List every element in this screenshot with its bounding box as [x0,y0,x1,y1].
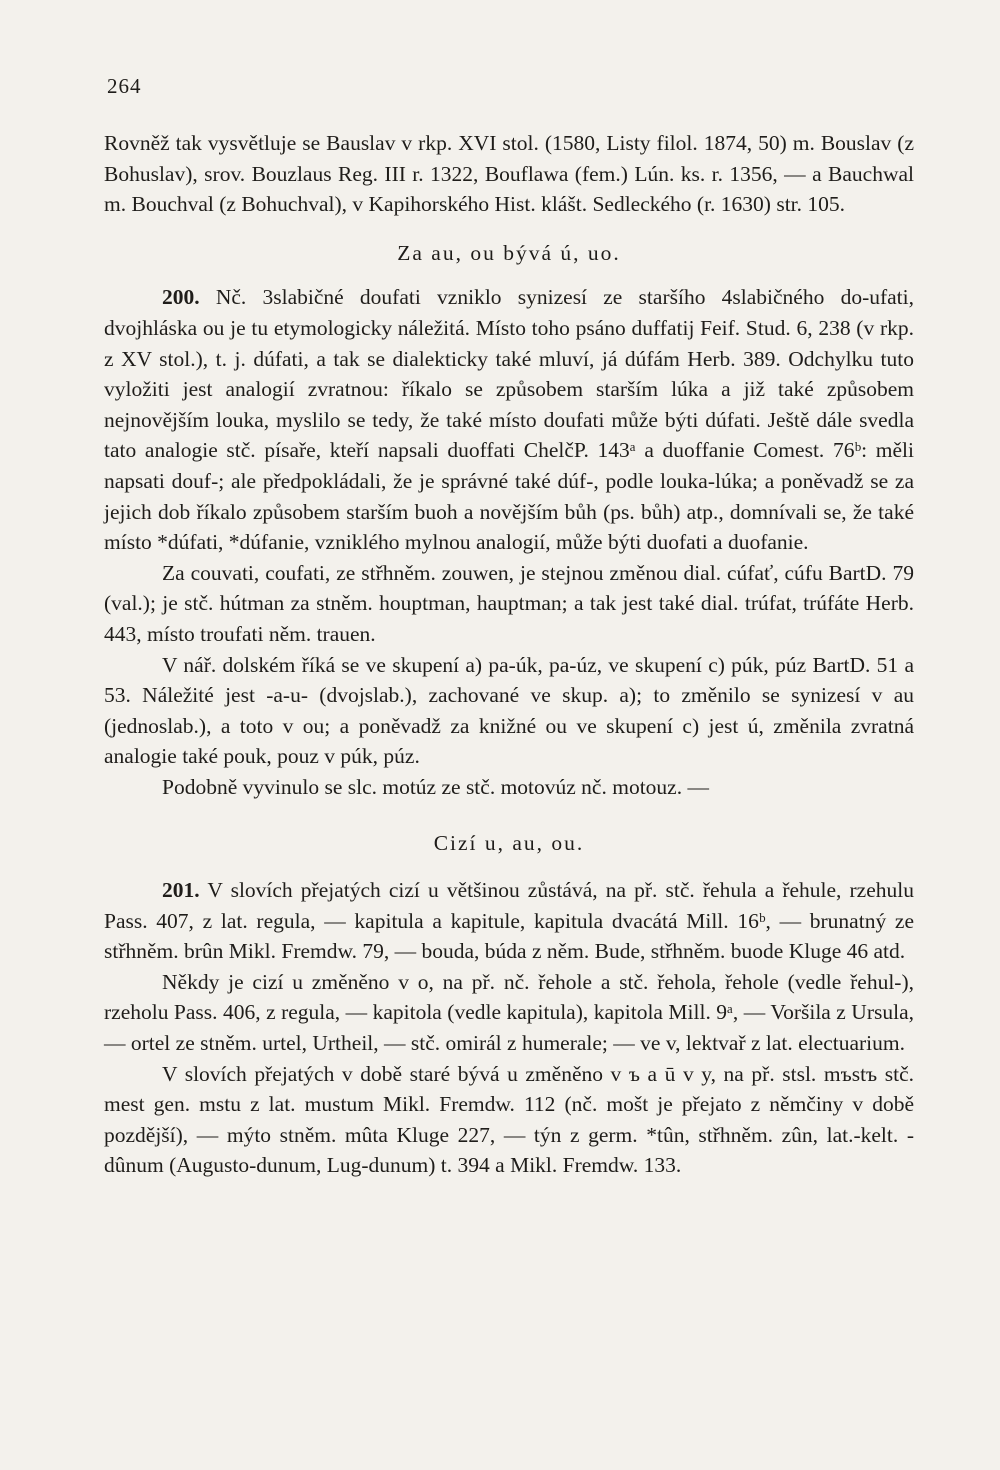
paragraph-text: Nč. 3slabičné doufati vzniklo synizesí ze staršího 4slabičného do-ufati, dvojhláska ou je tu etymologicky náležitá. Místo toho psáno duffatij Feif. Stud. 6, 238 (v rkp. z XV stol.), t. j. dúfati, a tak se dialekticky také mluví, já dúfám Herb. 389. Odchylku tuto vyložiti jest analogií zvratnou: říkalo se způsobem starším lúka a již také způsobem nejnovějším louka, myslilo se tedy, že také místo doufati může býti dúfati. Ještě dále svedla tato analogie stč. písaře, kteří napsali duoffati ChelčP. 143ᵃ a duoffanie Comest. 76ᵇ: měli napsati douf-; ale předpokládali, že je správné také dúf-, podle louka-lúka; a poněvadž se za jejich dob říkalo způsobem starším buoh a novějším bůh (ps. bůh) atp., domnívali se, že také místo *dúfati, *dúfanie, vzniklého mylnou analogií, může býti duofati a duofanie. [104,285,915,555]
paragraph: V nář. dolském říká se ve skupení a) pa-úk, pa-úz, ve skupení c) púk, púz BartD. 51 a 53. Náležité jest -a-u- (dvojslab.), zachované ve skup. a); to změnilo se synizesí v au (jednoslab.), a toto v ou; a poněvadž za knižné ou ve skupení c) jest ú, změnila zvratná analogie také pouk, pouz v púk, púz. [104,652,914,769]
body-text [104,128,914,1181]
section-heading: Cizí u, au, ou. [433,831,585,856]
section-number: 200. [162,285,200,310]
page-number: 264 [107,74,142,98]
section-heading: Za au, ou bývá ú, uo. [397,240,621,265]
paragraph: Někdy je cizí u změněno v o, na př. nč. řehole a stč. řehola, řehole (vedle řehul-), rzeholu Pass. 406, z regula, — kapitola (vedle kapitula), kapitola Mill. 9ᵃ, — Voršila z Ursula, — ortel ze stněm. urtel, Urtheil, — stč. omirál z humerale; — ve v, lektvař z lat. electuarium. [104,969,914,1056]
paragraph: Rovněž tak vysvětluje se Bauslav v rkp. XVI stol. (1580, Listy filol. 1874, 50) m. Bouslav (z Bohuslav), srov. Bouzlaus Reg. III r. 1322, Bouflawa (fem.) Lún. ks. r. 1356, — a Bauchwal m. Bouchval (z Bohuchval), v Kapihorského Hist. klášt. Sedleckého (r. 1630) str. 105. [104,131,914,217]
numbered-paragraph [104,875,914,967]
paragraph: V slovích přejatých v době staré bývá u změněno v ъ a ū v y, na př. stsl. mъstъ stč. mest gen. mstu z lat. mustum Mikl. Fremdw. 112 (nč. mošt je přejato z němčiny v době pozdější), — mýto stněm. mûta Kluge 227, — týn z germ. *tûn, střhněm. zûn, lat.-kelt. -dûnum (Augusto-dunum, Lug-dunum) t. 394 a Mikl. Fremdw. 133. [104,1061,914,1178]
paragraph: Podobně vyvinulo se slc. motúz ze stč. motovúz nč. motouz. — [162,774,709,799]
paragraph: Za couvati, coufati, ze střhněm. zouwen, je stejnou změnou dial. cúfať, cúfu BartD. 79 (val.); je stč. hútman za stněm. houptman, hauptman; a tak jest také dial. trúfat, trúfáte Herb. 443, místo troufati něm. trauen. [104,560,914,646]
numbered-paragraph [104,282,914,557]
section-number: 201. [162,878,200,903]
paragraph-text: V slovích přejatých cizí u většinou zůstává, na př. stč. řehula a řehule, rzehulu Pass. 407, z lat. regula, — kapitula a kapitule, kapitula dvacátá Mill. 16ᵇ, — brunatný ze střhněm. brûn Mikl. Fremdw. 79, — bouda, búda z něm. Bude, střhněm. buode Kluge 46 atd. [104,878,914,964]
